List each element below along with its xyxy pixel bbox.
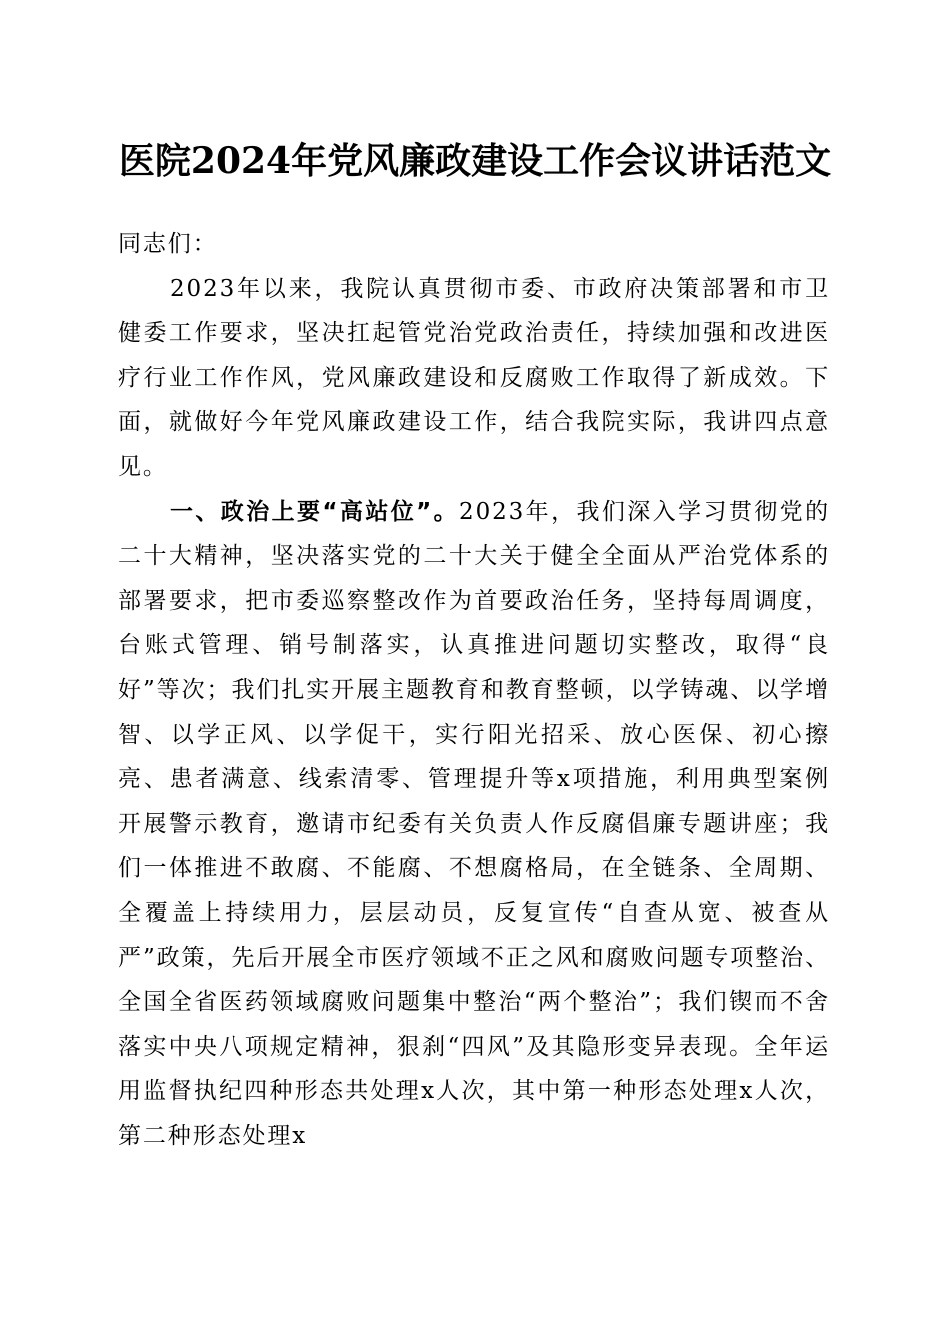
- paragraph-intro: [118, 267, 830, 490]
- paragraph-text: 2023年以来，我院认真贯彻市委、市政府决策部署和市卫健委工作要求，坚决扛起管党治党政治责任，持续加强和改进医疗行业工作作风，党风廉政建设和反腐败工作取得了新成效。下面，就做好今年党风廉政建设工作，结合我院实际，我讲四点意见。: [118, 275, 830, 480]
- paragraph-section-one: [118, 490, 830, 1159]
- salutation: 同志们：: [118, 231, 218, 257]
- section-heading: 一、政治上要“高站位”。: [170, 498, 460, 525]
- paragraph-text: 2023年，我们深入学习贯彻党的二十大精神，坚决落实党的二十大关于健全全面从严治党体系的部署要求，把市委巡察整改作为首要政治任务，坚持每周调度，台账式管理、销号制落实，认真推进问题切实整改，取得“良好”等次；我们扎实开展主题教育和教育整顿，以学铸魂、以学增智、以学正风、以学促干，实行阳光招采、放心医保、初心擦亮、患者满意、线索清零、管理提升等x项措施，利用典型案例开展警示教育，邀请市纪委有关负责人作反腐倡廉专题讲座；我们一体推进不敢腐、不能腐、不想腐格局，在全链条、全周期、全覆盖上持续用力，层层动员，反复宣传“自查从宽、被查从严”政策，先后开展全市医疗领域不正之风和腐败问题专项整治、全国全省医药领域腐败问题集中整治“两个整治”；我们锲而不舍落实中央八项规定精神，狠刹“四风”及其隐形变异表现。全年运用监督执纪四种形态共处理x人次，其中第一种形态处理x人次，第二种形态处理x: [118, 498, 830, 1149]
- document-title: 医院2024年党风廉政建设工作会议讲话范文: [118, 140, 832, 182]
- document-body: [118, 222, 830, 1158]
